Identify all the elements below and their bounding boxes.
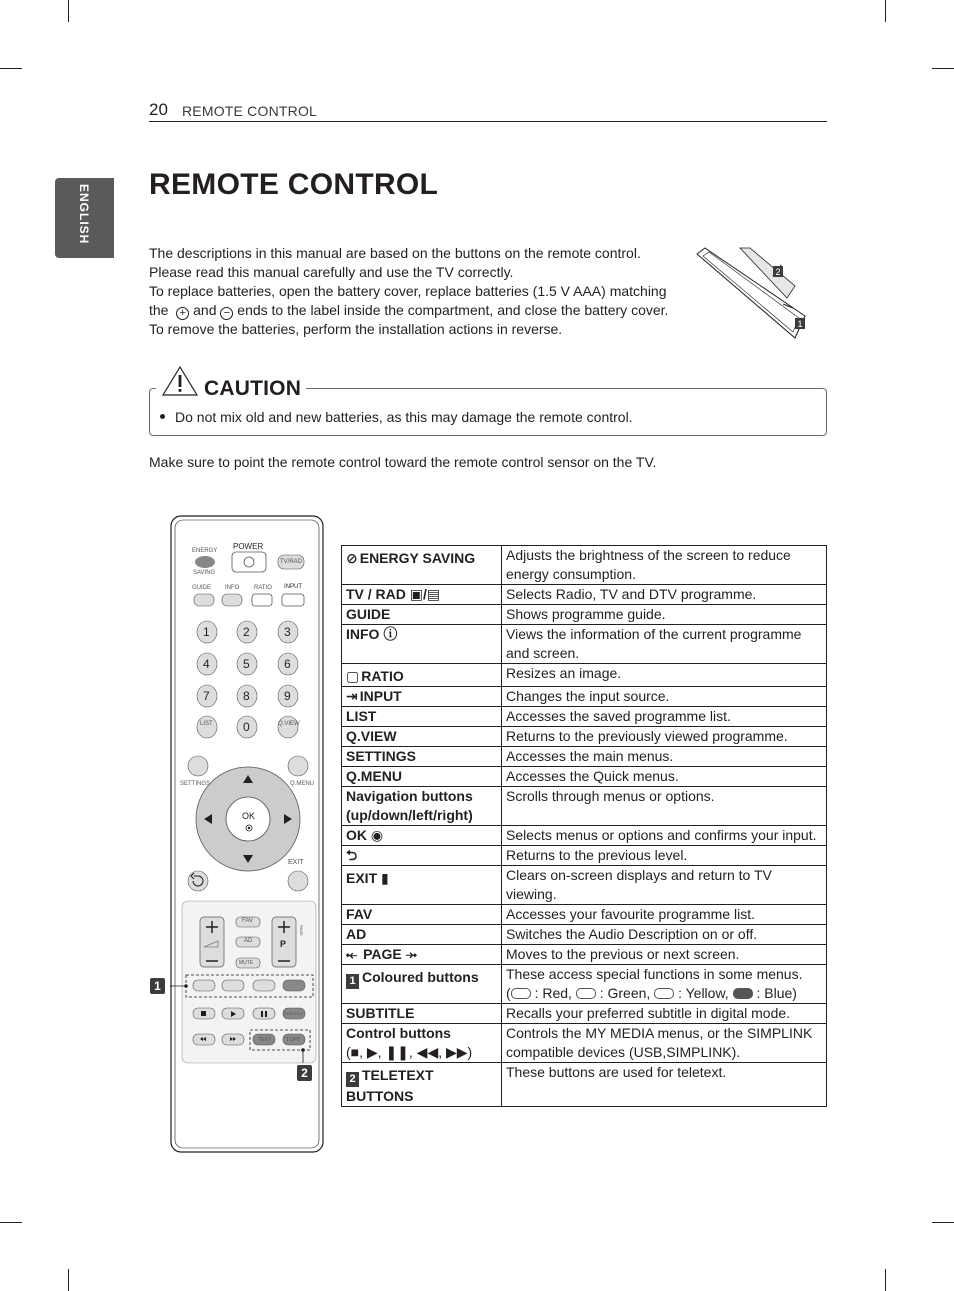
battery-illustration [695,246,810,341]
sensor-note: Make sure to point the remote control toward the remote control sensor on the TV. [149,454,657,470]
table-row [342,546,827,585]
desc-line: compatible devices (USB,SIMPLINK). [506,1044,741,1060]
caution-heading [156,364,306,404]
table-row [342,846,827,866]
desc-cell: Accesses the saved programme list. [502,707,827,727]
desc-cell: Moves to the previous or next screen. [502,945,827,965]
desc-cell [502,965,827,1004]
key-label [346,1063,501,1087]
key-cell: SETTINGS [342,747,502,767]
page-title: REMOTE CONTROL [149,168,439,201]
table-row [342,767,827,787]
key-cell: LIST [342,707,502,727]
remote-digit: 9 [284,689,291,703]
key-cell: FAV [342,905,502,925]
tv-radio-icon: ▣/▤ [409,586,441,602]
desc-cell [502,866,827,905]
desc-line: These access special functions in some menus. [506,966,803,982]
desc-cell: Scrolls through menus or options. [502,787,827,826]
energy-saving-icon: ⊘ [346,550,358,566]
intro-line: To replace batteries, open the battery cover, replace batteries (1.5 V AAA) matching [149,283,667,299]
remote-label-exit: EXIT [288,859,304,866]
table-row [342,605,827,625]
remote-label-ok: OK [242,811,256,821]
remote-label-energy: ENERGY [192,548,218,554]
key-cell [342,585,502,605]
table-row [342,585,827,605]
remote-digit: 1 [203,625,210,639]
intro-fragment: and [193,302,217,318]
desc-cell: Selects menus or options and confirms your input. [502,826,827,846]
control-icons: (■, ▶, ❚❚, ◀◀, ▶▶) [346,1044,473,1060]
desc-cell: Accesses your favourite programme list. [502,905,827,925]
green-button-icon [576,988,596,999]
intro-fragment: the [149,302,169,318]
table-row [342,687,827,707]
remote-digit: 2 [243,625,250,639]
warning-triangle-icon [161,365,199,397]
yellow-button-icon [654,988,674,999]
key-label: INFO [346,626,380,642]
ok-icon: ◉ [370,827,384,843]
callout-badge: 1 [346,974,359,989]
remote-digit: 4 [203,657,210,671]
battery-step-2: 2 [775,267,781,277]
intro-line [149,301,689,320]
exit-icon: ▮ [381,870,389,886]
intro-fragment: ends to the label inside the compartment, and close the battery cover. [237,302,669,318]
desc-fragment: : Yellow, [678,985,729,1001]
language-tab [55,178,114,258]
table-row [342,747,827,767]
crop-mark [0,68,22,69]
desc-line [506,984,826,1003]
desc-cell: Selects Radio, TV and DTV programme. [502,585,827,605]
page-number: 20 [149,100,168,119]
desc-line: viewing. [506,886,557,902]
table-row [342,925,827,945]
crop-mark [932,68,954,69]
key-label: TV / RAD [346,586,406,602]
remote-label-qmenu: Q.MENU [290,781,314,787]
remote-label-subtitle: SUBTITLE [284,1011,304,1016]
red-button-icon [511,988,531,999]
table-row [342,945,827,965]
table-row [342,1004,827,1024]
callout-badge: 2 [346,1072,359,1087]
desc-fragment: : Red, [534,985,572,1001]
table-row [342,625,827,664]
remote-label-saving: SAVING [193,570,216,576]
key-label: Coloured buttons [362,969,479,985]
key-cell [342,664,502,687]
desc-cell: Accesses the Quick menus. [502,767,827,787]
key-label: EXIT [346,870,378,886]
key-label: OK [346,827,367,843]
key-label: ENERGY SAVING [359,550,476,566]
desc-cell [502,1024,827,1063]
remote-label-tvrad: TV/RAD [280,559,303,565]
crop-mark [885,1269,886,1291]
remote-label-list: LIST [200,721,213,727]
desc-cell: Returns to the previous level. [502,846,827,866]
plus-icon: + [176,307,189,320]
desc-cell: Returns to the previously viewed programme. [502,727,827,747]
desc-cell: Recalls your preferred subtitle in digital mode. [502,1004,827,1024]
table-row [342,965,827,1004]
crop-mark [885,0,886,22]
desc-line: Clears on-screen displays and return to TV [506,867,772,883]
remote-digit: 5 [243,657,250,671]
remote-digit: 7 [203,689,210,703]
desc-line: Controls the MY MEDIA menus, or the SIMPLINK [506,1025,813,1041]
key-label: PAGE [363,946,402,962]
desc-cell: These buttons are used for teletext. [502,1063,827,1107]
remote-label-mute: MUTE [239,960,254,966]
desc-fragment: ( [506,985,511,1001]
back-icon: ⮌ [342,846,502,866]
remote-label-qview: Q.VIEW [278,721,300,727]
remote-label-guide: GUIDE [192,585,212,591]
info-icon: ⓘ [383,626,398,642]
table-row [342,707,827,727]
button-description-table [341,545,827,1107]
desc-cell: Shows programme guide. [502,605,827,625]
ratio-icon: ▢ [346,668,360,684]
desc-cell: Resizes an image. [502,664,827,687]
running-head [149,100,827,122]
intro-line: To remove the batteries, perform the installation actions in reverse. [149,321,563,337]
remote-label-ratio: RATIO [254,585,272,591]
desc-cell: Changes the input source. [502,687,827,707]
caution-item-text: Do not mix old and new batteries, as this may damage the remote control. [175,409,633,425]
remote-digit: 0 [243,720,250,734]
key-cell [342,625,502,664]
key-cell [342,687,502,707]
key-cell [342,945,502,965]
key-cell [342,1024,502,1063]
remote-label-settings: SETTINGS [180,781,211,787]
blue-button-icon [733,988,753,999]
section-name: REMOTE CONTROL [182,103,318,119]
key-cell [342,866,502,905]
key-label: RATIO [361,668,404,684]
desc-line: and screen. [506,645,580,661]
key-cell: Q.VIEW [342,727,502,747]
remote-label-fav: FAV [242,918,253,924]
key-label: (up/down/left/right) [346,807,473,823]
remote-label-ad: AD [244,938,253,944]
key-label: Navigation buttons [346,788,473,804]
remote-digit: 3 [284,625,291,639]
desc-line: Views the information of the current programme [506,626,802,642]
remote-label-topt: T.OPT [286,1037,301,1043]
key-cell [342,546,502,585]
callout-1: 1 [150,978,165,994]
caution-item [160,409,633,425]
table-row [342,727,827,747]
desc-fragment: : Blue) [756,985,797,1001]
page-prev-icon: ⤝ [346,946,358,962]
table-row [342,664,827,687]
table-row [342,787,827,826]
key-cell: AD [342,925,502,945]
key-label: Control buttons [346,1025,451,1041]
key-cell [342,965,502,1004]
remote-label-info: INFO [225,585,240,591]
key-cell: SUBTITLE [342,1004,502,1024]
table-row [342,826,827,846]
remote-digit: 8 [243,689,250,703]
language-label: ENGLISH [77,184,91,245]
remote-label-text: TEXT [258,1037,271,1043]
page-next-icon: ⤞ [405,946,417,962]
intro-line: The descriptions in this manual are based on the buttons on the remote control. [149,245,641,261]
desc-cell [502,546,827,585]
remote-label-page: PAGE [299,925,304,936]
remote-label-p: P [280,939,287,949]
callout-2: 2 [297,1065,312,1081]
remote-illustration [170,515,324,1153]
desc-cell: Switches the Audio Description on or off. [502,925,827,945]
intro-text [149,244,689,339]
key-cell: Q.MENU [342,767,502,787]
remote-body [170,515,324,1153]
battery-step-1: 1 [797,319,803,329]
desc-cell [502,625,827,664]
key-label: INPUT [359,688,402,704]
bullet [160,414,165,419]
crop-mark [932,1222,954,1223]
remote-digit: 6 [284,657,291,671]
table-row [342,1024,827,1063]
minus-icon: − [220,307,233,320]
remote-label-input: INPUT [284,584,302,590]
input-icon: ⇥ [346,688,358,704]
table-row [342,866,827,905]
crop-mark [68,0,69,22]
key-cell: GUIDE [342,605,502,625]
remote-label-power: POWER [233,542,264,551]
desc-fragment: : Green, [599,985,651,1001]
desc-cell: Accesses the main menus. [502,747,827,767]
table-row [342,1063,827,1107]
key-label: TELETEXT [362,1067,434,1083]
desc-line: Adjusts the brightness of the screen to reduce [506,547,791,563]
key-cell [342,826,502,846]
caution-title: CAUTION [204,377,302,400]
key-cell [342,1063,502,1107]
desc-line: energy consumption. [506,566,636,582]
intro-line: Please read this manual carefully and use the TV correctly. [149,264,514,280]
crop-mark [0,1222,22,1223]
key-cell [342,787,502,826]
table-row [342,905,827,925]
key-label: BUTTONS [346,1088,414,1104]
crop-mark [68,1269,69,1291]
